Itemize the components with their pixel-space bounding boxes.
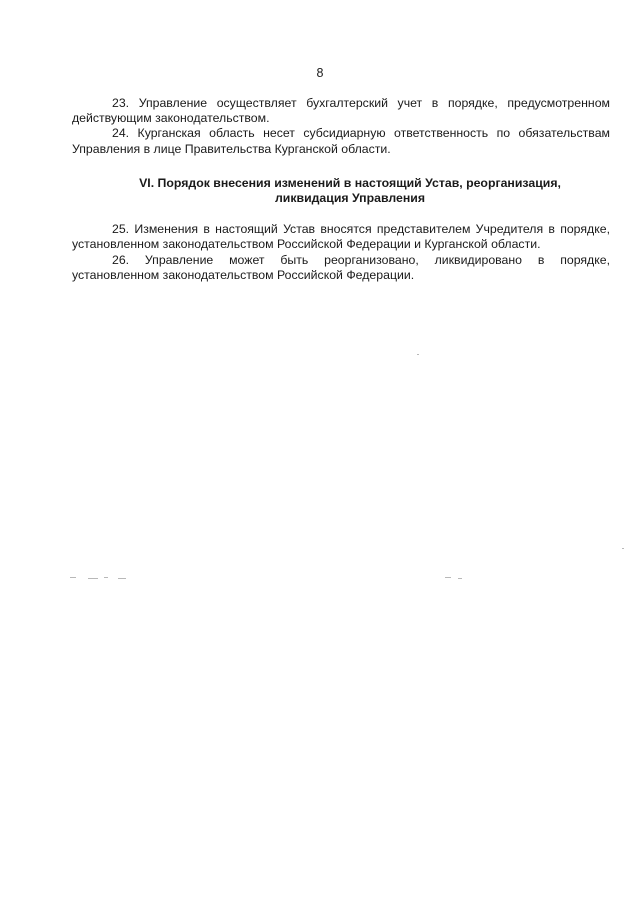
paragraph-26: 26. Управление может быть реорганизовано, ликвидировано в порядке, установленном законодательством Российской Федерации. bbox=[72, 252, 610, 282]
scan-speck bbox=[118, 578, 126, 579]
scan-speck bbox=[104, 577, 108, 578]
document-body bbox=[72, 96, 610, 283]
section-title bbox=[72, 176, 610, 206]
scan-speck bbox=[88, 578, 98, 579]
scan-speck bbox=[70, 577, 76, 578]
scan-speck bbox=[622, 548, 624, 549]
paragraph-24: 24. Курганская область несет субсидиарную ответственность по обязательствам Управления в лице Правительства Курганской области. bbox=[72, 126, 610, 156]
scan-speck bbox=[458, 578, 462, 579]
section-title-line-1: VI. Порядок внесения изменений в настоящий Устав, реорганизация, bbox=[139, 175, 561, 190]
paragraph-25: 25. Изменения в настоящий Устав вносятся представителем Учредителя в порядке, установленном законодательством Российской Федерации и Курганской области. bbox=[72, 222, 610, 252]
page-number: 8 bbox=[316, 66, 324, 80]
section-title-line-2: ликвидация Управления bbox=[274, 191, 425, 206]
scan-speck bbox=[417, 354, 419, 355]
scan-speck bbox=[445, 577, 451, 578]
paragraph-23: 23. Управление осуществляет бухгалтерский учет в порядке, предусмотренном действующим законодательством. bbox=[72, 96, 610, 126]
